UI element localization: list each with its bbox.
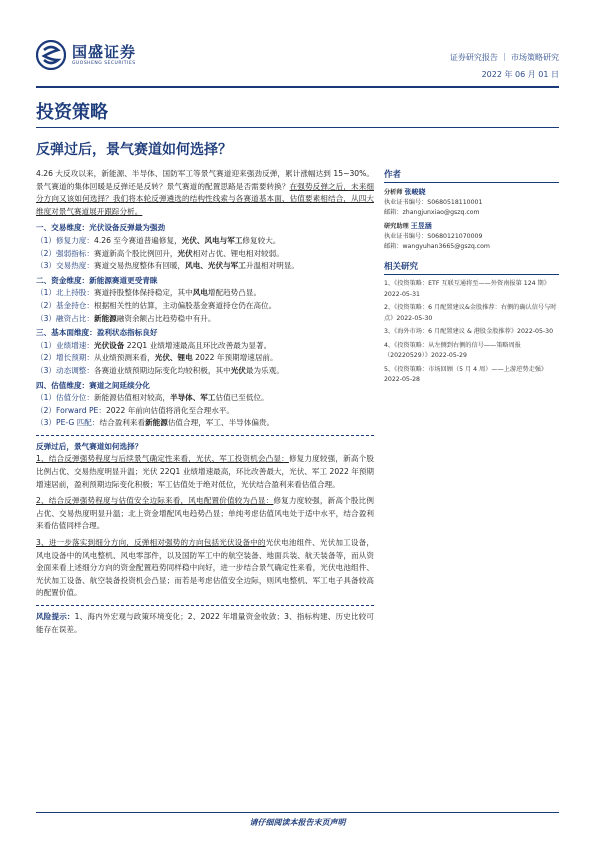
related-report-link[interactable]: 5、《投资策略：市场回顾（5 月 4 周）——上游逆势走强》2022-05-28 <box>384 365 548 383</box>
risk-divider <box>36 605 374 606</box>
item-text: 估值已至低位。 <box>215 393 269 403</box>
item-text: 结合盈利来看 <box>99 418 146 428</box>
report-subtitle: 反弹过后，景气赛道如何选择？ <box>36 142 232 158</box>
section-item <box>36 340 374 353</box>
item-text: 最为乐观。 <box>245 365 284 375</box>
section-heading: 一、交易维度：光伏设备反弹最为强劲 <box>36 223 166 233</box>
answer-lead: 1、结合反弹强势程度与后续景气确定性来看，光伏、军工投资机会凸显： <box>36 454 289 464</box>
authors-heading: 作者 <box>384 168 559 183</box>
analyst-line <box>384 187 559 198</box>
item-value <box>94 300 374 313</box>
answer-paragraph <box>36 453 374 491</box>
analyst-role: 分析师 <box>384 189 403 196</box>
related-heading: 相关研究 <box>384 260 559 275</box>
item-text: 从业绩预测来看， <box>94 353 155 363</box>
item-text: 22Q1 业绩增速最高且环比改善最为显著。 <box>124 340 272 350</box>
answer-body: 光伏电池组件、光伏加工设备，风电设备中的风电整机、风电零部件，以及国防军工中的航空装备、地面兵装、航天装备等，而从资金面来看上述细分方向的资金配置趋势同样稳中向好，进一步结合景气确定性来看，光伏电池组件、光伏加工设备、航空装备投资机会凸显；而若是考虑估值安全边际，则风电整机、军工电子具备较高的配置价值。 <box>36 538 375 598</box>
item-value <box>94 260 374 273</box>
item-highlight: 新能源 <box>94 313 117 323</box>
answer-body: 修复力度较强，新高个股比例占优、交易热度明显升温；北上资金增配风电趋势凸显；单纯考虑估值风电处于适中水平，结合盈利来看估值同样合理。 <box>36 496 375 531</box>
risk-text: 1、海内外宏观与政策环境变化；2、2022 年增量资金收敛；3、指标构建、历史比较可能存在误差。 <box>36 612 374 634</box>
assistant-name: 王昱涵 <box>410 222 432 230</box>
section-item <box>36 260 374 273</box>
item-key: （2）增长预期： <box>36 353 94 363</box>
item-key: （2）强弱指标： <box>36 248 94 258</box>
item-highlight: 半导体、军工 <box>169 393 216 403</box>
item-value <box>106 405 374 418</box>
page-title: 投资策略 <box>36 102 108 123</box>
item-text: 2022 年前向估值将消化至合理水平。 <box>105 405 235 415</box>
logo-name-en: GUOSHENG SECURITIES <box>72 60 136 66</box>
item-value <box>94 248 374 261</box>
analyst-name: 张峻晓 <box>404 188 426 196</box>
item-text: 赛道持股整体保持稳定，其中 <box>94 288 193 298</box>
header-divider <box>36 86 559 88</box>
assistant-email[interactable]: 邮箱：wangyuhan3665@gszq.com <box>384 243 490 250</box>
report-date: 2022 年 06 月 01 日 <box>481 70 559 79</box>
item-text: 新能源估值相对较高， <box>94 393 170 403</box>
item-key: （3）融资占比： <box>36 313 94 323</box>
section-heading: 二、资金维度：新能源赛道更受青睐 <box>36 275 158 285</box>
item-highlight: 光伏、风电与军工 <box>181 235 243 245</box>
section-item <box>36 313 374 326</box>
item-text: 相对占优、锂电相对较弱。 <box>192 248 284 258</box>
item-key: （2）Forward PE： <box>36 405 106 415</box>
item-text: 根据相关性的估算，主动偏股基金赛道持仓仍在高位。 <box>94 300 277 310</box>
item-text: 融资余额占比趋势稳中有升。 <box>116 313 216 323</box>
item-text: 升温相对明显。 <box>245 261 300 271</box>
item-highlight: 风电 <box>192 288 208 298</box>
item-value <box>94 287 374 300</box>
analyst-cert: 执业证书编号：S0680518110001 <box>384 199 483 206</box>
item-value <box>100 417 375 430</box>
report-category: 证券研究报告 ｜ 市场策略研究 <box>449 53 559 62</box>
analyst-email[interactable]: 邮箱：zhangjunxiao@gszq.com <box>384 209 480 216</box>
item-value <box>94 340 374 353</box>
assistant-line <box>384 221 559 232</box>
title-divider <box>36 127 559 128</box>
item-text: 赛道交易热度整体有回暖， <box>94 261 186 271</box>
answer-paragraph <box>36 495 374 533</box>
item-value <box>94 313 374 326</box>
section-item <box>36 405 374 418</box>
item-highlight: 新能源 <box>145 418 168 428</box>
intro-paragraph-continued: 在强势反弹之后，未来细分方向又该如何选择？我们将本轮反弹遴选的结构性线索与各赛道基本面、估值要素相结合，从四大维度对景气赛道展开跟踪分析。 <box>36 181 375 216</box>
related-report-link[interactable]: 4、《投资策略：从左侧到右侧的信号——策略周报（20220529）》2022-05-29 <box>384 341 521 359</box>
item-text: 各赛道业绩预期边际变化均较积极，其中 <box>94 365 231 375</box>
footer-divider <box>36 812 559 813</box>
item-highlight: 风电、光伏与军工 <box>185 261 246 271</box>
assistant-cert: 执业证书编号：S0680121070009 <box>384 233 483 240</box>
dimension-sections <box>36 222 374 430</box>
item-highlight: 光伏设备 <box>94 340 125 350</box>
related-list <box>384 279 559 386</box>
logo-emblem-icon <box>36 40 66 70</box>
item-key: （3）交易热度： <box>36 261 94 271</box>
risk-label: 风险提示： <box>36 612 75 621</box>
company-logo <box>36 40 136 70</box>
item-text: 估值合理，军工、半导体偏贵。 <box>167 418 275 428</box>
item-value <box>94 352 374 365</box>
logo-name-cn: 国盛证券 <box>72 42 137 61</box>
answer-paragraph <box>36 537 374 600</box>
item-key: （1）业绩增速： <box>36 340 94 350</box>
item-key: （1）修复力度： <box>36 235 94 245</box>
section-heading: 三、基本面维度：盈利状态指标良好 <box>36 328 158 338</box>
section-item <box>36 417 374 430</box>
item-text: 赛道新高个股比例回升， <box>94 248 178 258</box>
risk-note <box>36 611 374 636</box>
item-key: （1）估值分位： <box>36 393 94 403</box>
item-text: 修复较大。 <box>242 235 281 245</box>
answer-list <box>36 453 374 600</box>
section-divider <box>36 435 374 436</box>
section-item <box>36 392 374 405</box>
assistant-role: 研究助理 <box>384 223 409 230</box>
item-key: （1）北上持股： <box>36 288 94 298</box>
item-value <box>94 235 374 248</box>
section-item <box>36 287 374 300</box>
question-heading: 反弹过后，景气赛道如何选择？ <box>36 441 143 451</box>
section-item <box>36 365 374 378</box>
item-text: 增配趋势凸显。 <box>207 288 262 298</box>
section-item <box>36 300 374 313</box>
item-text: 2022 年预期增速居前。 <box>192 353 278 363</box>
item-value <box>94 392 374 405</box>
item-highlight: 光伏、锂电 <box>154 353 193 363</box>
answer-lead: 3、进一步落实到细分方向，反弹相对强势的方向包括光伏设备中的 <box>36 538 266 548</box>
section-item <box>36 352 374 365</box>
related-report-link[interactable]: 3、《海外市场：6 月配置建议 & 港股金股推荐》2022-05-30 <box>384 328 554 335</box>
sidebar <box>384 168 559 389</box>
item-key: （2）基金持仓： <box>36 300 94 310</box>
answer-body: 修复力度较强，新高个股比例占优、交易热度明显升温；光伏 22Q1 业绩增速最高，环比改善最大，光伏、军工 2022 年预期增速居前，盈利预期边际变化积极；军工估值处于绝对低位，光伏结合盈利来看估值合理。 <box>36 454 375 489</box>
section-item <box>36 248 374 261</box>
item-highlight: 光伏 <box>230 365 246 375</box>
item-key: （3）动态调整： <box>36 365 94 375</box>
item-value <box>94 365 374 378</box>
main-content <box>36 168 374 640</box>
item-key: （3）PE-G 匹配： <box>36 418 100 428</box>
item-highlight: 光伏 <box>177 248 193 258</box>
footer-disclaimer: 请仔细阅读本报告末页声明 <box>249 818 346 827</box>
section-heading: 四、估值维度：赛道之间延续分化 <box>36 380 150 390</box>
answer-lead: 2、结合反弹强势程度与估值安全边际来看，风电配置价值较为凸显： <box>36 496 274 506</box>
item-text: 4.26 至今赛道普遍修复， <box>94 235 182 245</box>
related-report-link[interactable]: 1、《投资策略：ETF 互联互通将至——外资南报第 124 期》2022-05-31 <box>384 280 550 298</box>
section-item <box>36 235 374 248</box>
related-report-link[interactable]: 2、《投资策略：6 月配置建议&金股推荐：右侧的确认信号与时点》2022-05-30 <box>384 304 557 322</box>
intro-paragraph: 4.26 大反攻以来，新能源、半导体、国防军工等景气赛道迎来强劲反弹，累计涨幅达到 15~30%。景气赛道的集体回暖是反弹还是反转？景气赛道的配置思路是否需要转换？ <box>36 169 374 191</box>
